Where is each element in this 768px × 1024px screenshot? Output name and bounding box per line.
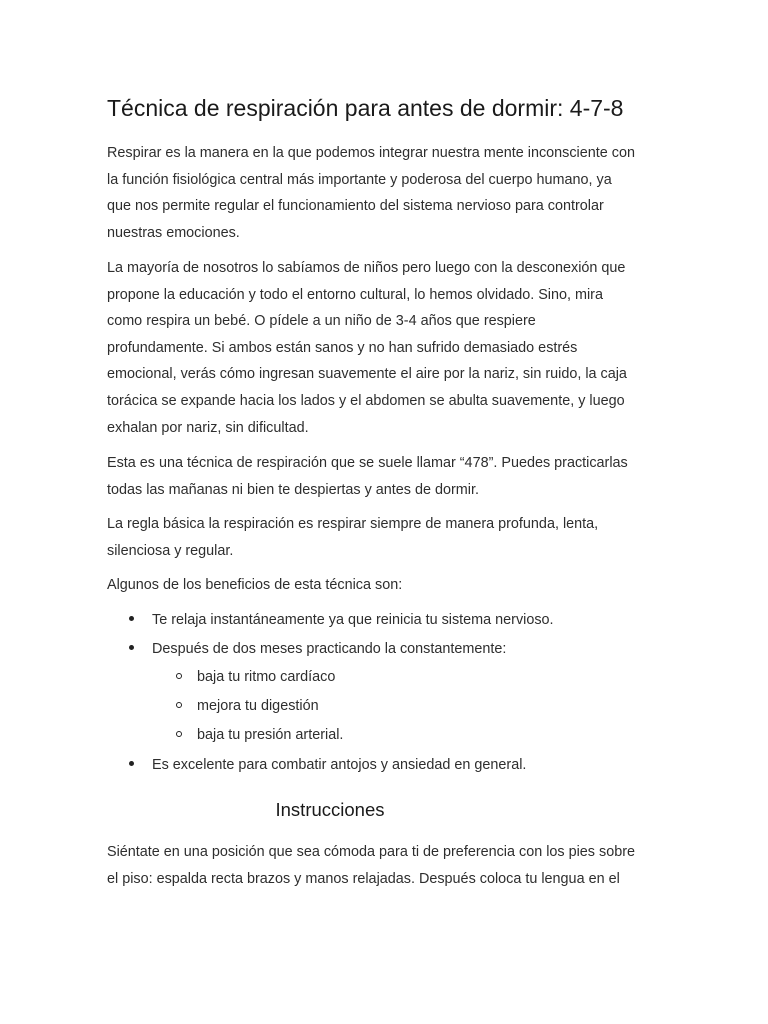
list-item-text: Te relaja instantáneamente ya que reinicia tu sistema nervioso. — [152, 612, 554, 628]
circle-bullet-icon — [176, 702, 182, 708]
paragraph-instructions — [107, 839, 667, 892]
text-line: nuestras emociones. — [107, 224, 240, 241]
sub-list-item — [107, 693, 554, 722]
list-item — [107, 607, 554, 636]
text-line: propone la educación y todo el entorno cultural, lo hemos olvidado. Sino, mira — [107, 286, 603, 303]
circle-bullet-icon — [176, 731, 182, 737]
text-line: silenciosa y regular. — [107, 542, 234, 559]
text-line: Siéntate en una posición que sea cómoda para ti de preferencia con los pies sobre — [107, 844, 635, 860]
paragraph-children — [107, 255, 667, 441]
bullet-icon — [129, 616, 134, 621]
text-line: el piso: espalda recta brazos y manos relajadas. Después coloca tu lengua en el — [107, 870, 620, 887]
text-line: que nos permite regular el funcionamiento del sistema nervioso para controlar — [107, 198, 604, 215]
bullet-icon — [129, 645, 134, 650]
text-line: la función fisiológica central más importante y poderosa del cuerpo humano, ya — [107, 171, 612, 188]
text-line: exhalan por nariz, sin dificultad. — [107, 419, 309, 436]
paragraph-intro — [107, 140, 667, 246]
list-item-text: baja tu ritmo cardíaco — [197, 669, 336, 685]
circle-bullet-icon — [176, 673, 182, 679]
list-item — [107, 752, 554, 780]
sub-list-item — [107, 664, 554, 693]
list-item-text: Es excelente para combatir antojos y ansiedad en general. — [152, 757, 527, 773]
text-line: Respirar es la manera en la que podemos integrar nuestra mente inconsciente con — [107, 145, 635, 161]
text-line: todas las mañanas ni bien te despiertas y antes de dormir. — [107, 481, 479, 498]
list-item-text: Después de dos meses practicando la constantemente: — [152, 641, 507, 657]
text-line: profundamente. Si ambos están sanos y no han sufrido demasiado estrés — [107, 339, 578, 356]
bullet-icon — [129, 761, 134, 766]
benefits-list — [107, 607, 554, 780]
text-line: La mayoría de nosotros lo sabíamos de niños pero luego con la desconexión que — [107, 260, 626, 276]
text-line: como respira un bebé. O pídele a un niño de 3-4 años que respiere — [107, 313, 536, 330]
paragraph-basic-rule — [107, 511, 667, 564]
text-line: torácica se expande hacia los lados y el abdomen se abulta suavemente, y luego — [107, 392, 625, 409]
list-item-text: mejora tu digestión — [197, 698, 319, 714]
text-line: emocional, verás cómo ingresan suavemente el aire por la nariz, sin ruido, la caja — [107, 366, 627, 383]
document-title: Técnica de respiración para antes de dormir: 4-7-8 — [107, 95, 624, 121]
paragraph-benefits-intro — [107, 572, 667, 599]
list-item — [107, 636, 554, 664]
text-line: Algunos de los beneficios de esta técnica son: — [107, 577, 403, 593]
text-line: Esta es una técnica de respiración que se suele llamar “478”. Puedes practicarlas — [107, 455, 628, 471]
sub-list-item — [107, 722, 554, 752]
list-item-text: baja tu presión arterial. — [197, 727, 344, 743]
text-line: La regla básica la respiración es respirar siempre de manera profunda, lenta, — [107, 516, 599, 532]
section-heading-instructions: Instrucciones — [275, 799, 385, 820]
paragraph-technique — [107, 450, 667, 503]
